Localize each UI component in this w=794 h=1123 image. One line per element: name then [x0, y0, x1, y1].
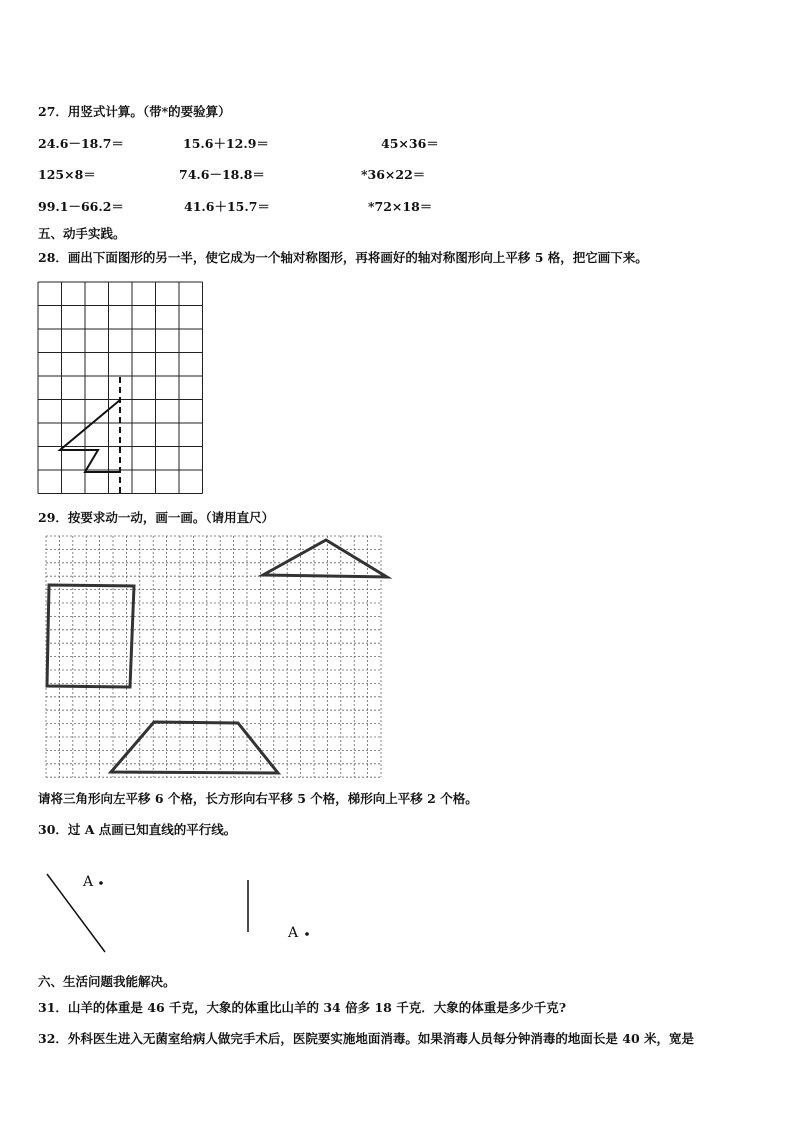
q28-half-figure [60, 400, 120, 472]
q27-r2-c2: 74.6－18.8＝ [179, 167, 265, 182]
q29-dotted-grid-figure [44, 534, 394, 779]
section-5-heading: 五、动手实践。 [38, 226, 126, 241]
q27-r2-c3: *36×22＝ [361, 167, 426, 182]
q29-triangle [263, 540, 387, 577]
q27-r3-c2: 41.6＋15.7＝ [184, 199, 270, 214]
q27-r1-c3: 45×36＝ [381, 136, 439, 151]
q30-point-a1-label: A [83, 874, 94, 890]
q30-point-a2-label: A [288, 925, 299, 941]
section-6-heading: 六、生活问题我能解决。 [38, 974, 176, 989]
q27-title: 27．用竖式计算。（带*的要验算） [38, 104, 231, 119]
q29-title: 29．按要求动一动，画一画。（请用直尺） [38, 510, 275, 525]
q31-text: 31．山羊的体重是 46 千克，大象的体重比山羊的 34 倍多 18 千克．大象的体重是多少千克? [38, 1000, 567, 1015]
q30-slanted-line [47, 874, 105, 952]
q27-r1-c2: 15.6＋12.9＝ [183, 136, 269, 151]
q29-trapezoid [111, 722, 278, 773]
q27-r3-c3: *72×18＝ [368, 199, 433, 214]
q27-r2-c1: 125×8＝ [38, 167, 96, 182]
q27-r3-c1: 99.1－66.2＝ [38, 199, 124, 214]
q28-title: 28．画出下面图形的另一半，使它成为一个轴对称图形，再将画好的轴对称图形向上平移 5 格，把它画下来。 [38, 250, 648, 265]
q27-r1-c1: 24.6－18.7＝ [38, 136, 124, 151]
q30-point-a2-dot [305, 932, 309, 936]
q29-rectangle [47, 585, 134, 687]
q30-figure [40, 870, 320, 960]
q28-grid-figure [30, 278, 210, 498]
q30-title: 30．过 A 点画已知直线的平行线。 [38, 822, 237, 837]
q32-text: 32．外科医生进入无菌室给病人做完手术后，医院要实施地面消毒。如果消毒人员每分钟消毒的地面长是 40 米，宽是 [38, 1031, 694, 1046]
q29-instruction: 请将三角形向左平移 6 个格，长方形向右平移 5 个格，梯形向上平移 2 个格。 [38, 791, 478, 806]
q30-point-a1-dot [99, 881, 103, 885]
